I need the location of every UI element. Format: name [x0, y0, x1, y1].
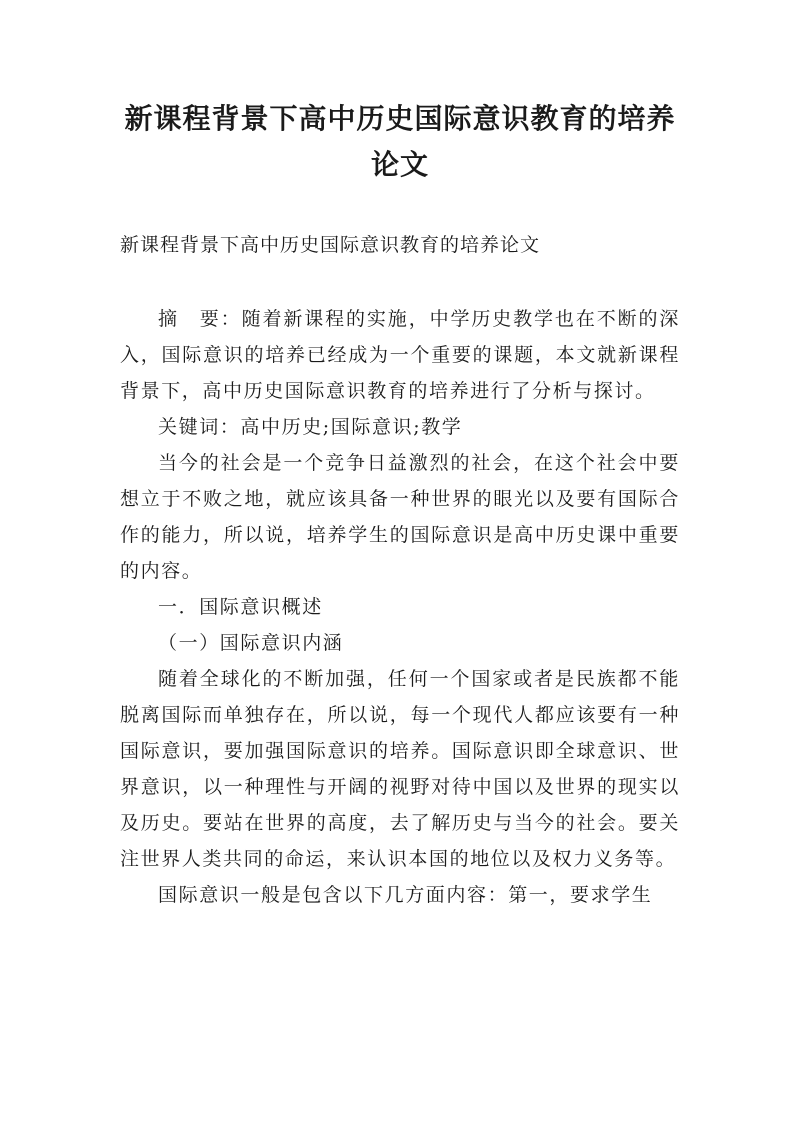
- body-paragraph: 随着全球化的不断加强，任何一个国家或者是民族都不能脱离国际而单独存在，所以说，每一个现代人都应该要有一种国际意识，要加强国际意识的培养。国际意识即全球意识、世界意识，以一种理性与开阔的视野对待中国以及世界的现实以及历史。要站在世界的高度，去了解历史与当今的社会。要关注世界人类共同的命运，来认识本国的地位以及权力义务等。: [120, 668, 680, 870]
- intro-paragraph: 当今的社会是一个竞争日益激烈的社会，在这个社会中要想立于不败之地，就应该具备一种世界的眼光以及要有国际合作的能力，所以说，培养学生的国际意识是高中历史课中重要的内容。: [120, 452, 680, 582]
- document-body: [120, 301, 680, 913]
- subsection-heading: （一）国际意识内涵: [158, 632, 344, 654]
- keywords-paragraph: 关键词：高中历史;国际意识;教学: [158, 416, 463, 438]
- abstract-paragraph: 摘 要：随着新课程的实施，中学历史教学也在不断的深入，国际意识的培养已经成为一个重要的课题，本文就新课程背景下，高中历史国际意识教育的培养进行了分析与探讨。: [120, 308, 680, 402]
- document-title: 新课程背景下高中历史国际意识教育的培养论文: [124, 102, 676, 181]
- document-subtitle: 新课程背景下高中历史国际意识教育的培养论文: [120, 234, 541, 256]
- section-heading: 一．国际意识概述: [158, 596, 323, 618]
- body-paragraph: 国际意识一般是包含以下几方面内容：第一，要求学生: [158, 884, 653, 906]
